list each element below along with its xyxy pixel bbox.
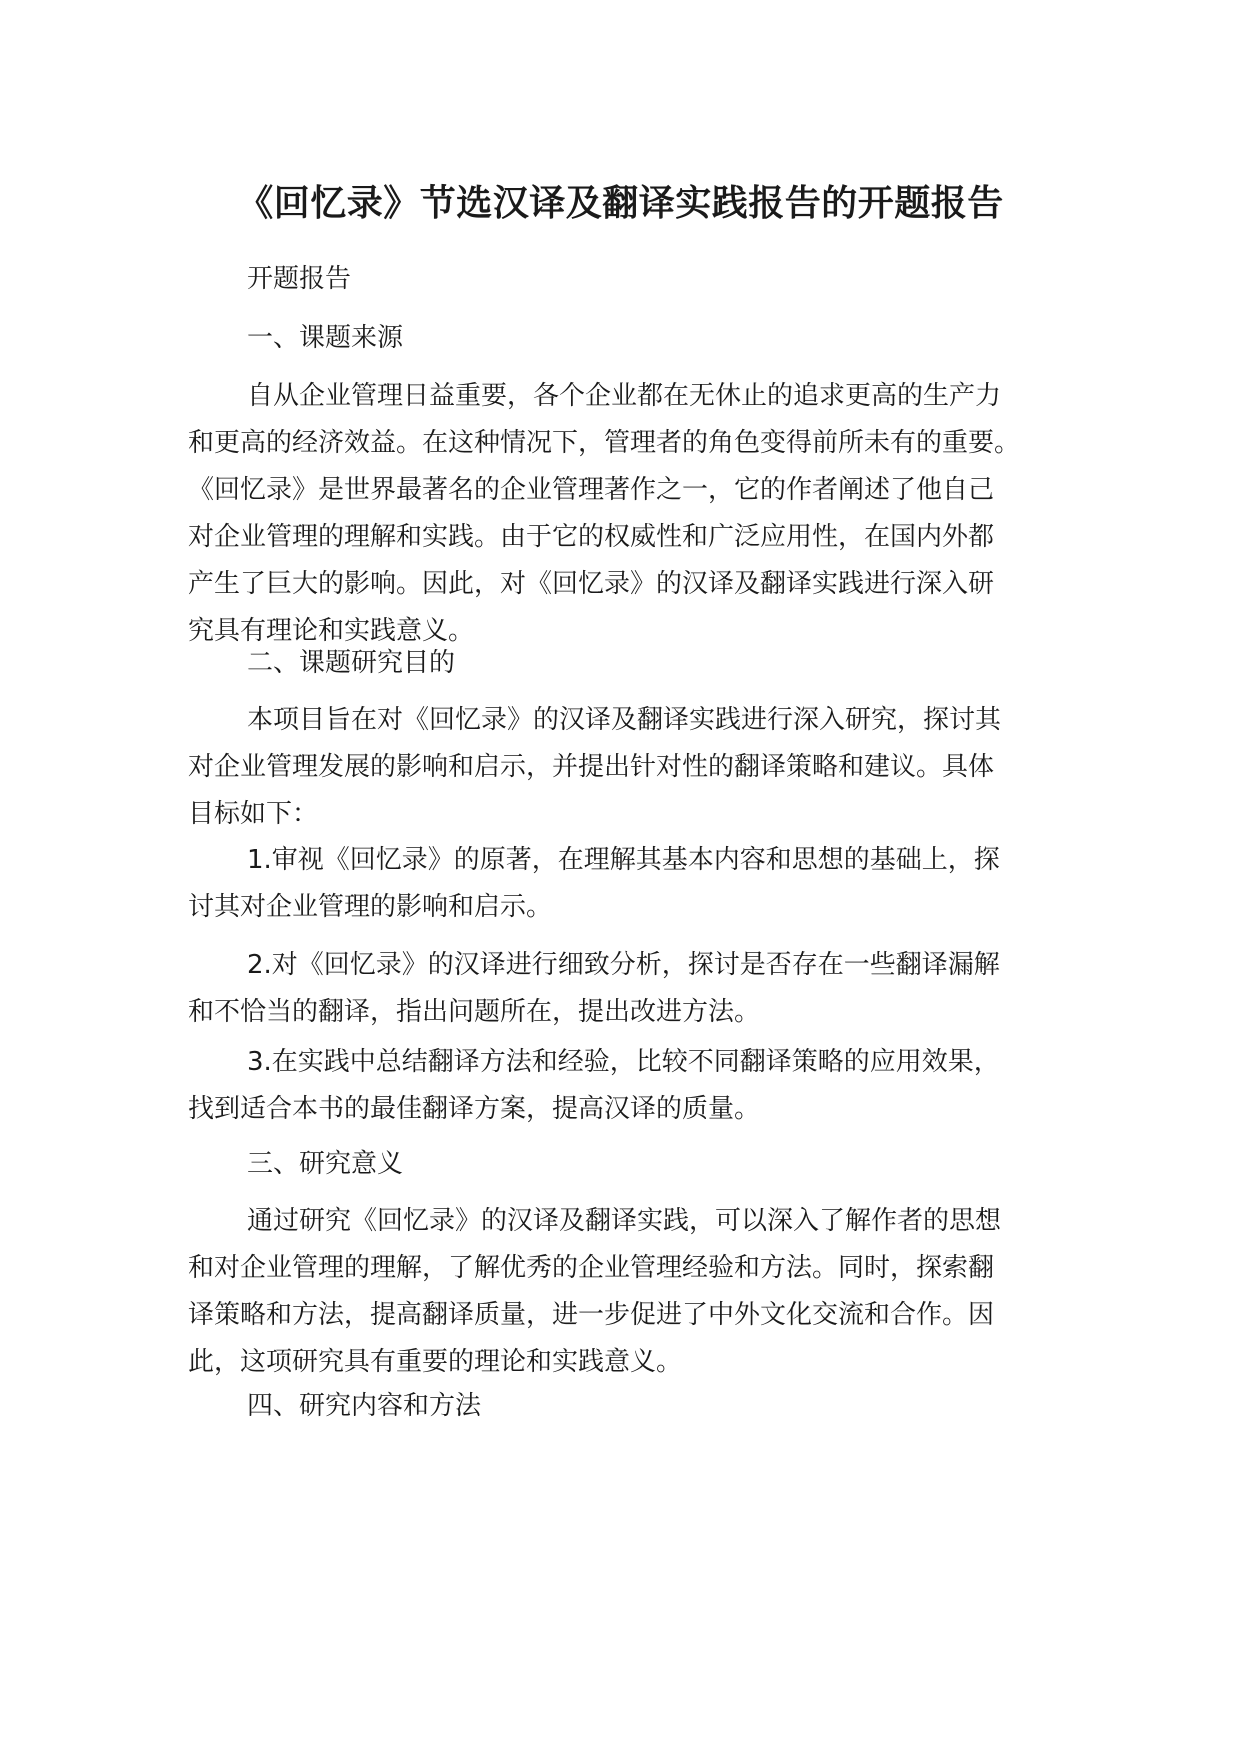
paragraph-line: 译策略和方法，提高翻译质量，进一步促进了中外文化交流和合作。因 <box>188 1300 995 1330</box>
paragraph-line: 对企业管理的理解和实践。由于它的权威性和广泛应用性，在国内外都 <box>188 522 995 552</box>
paragraph-line: 找到适合本书的最佳翻译方案，提高汉译的质量。 <box>188 1094 761 1124</box>
section-1-heading: 一、课题来源 <box>247 323 404 353</box>
section-3-paragraph <box>188 1198 1068 1386</box>
section-4-heading: 四、研究内容和方法 <box>247 1391 482 1421</box>
paragraph-line: 和不恰当的翻译，指出问题所在，提出改进方法。 <box>188 997 761 1027</box>
paragraph-line: 讨其对企业管理的影响和启示。 <box>188 892 553 922</box>
objective-item-3 <box>188 1039 1068 1133</box>
paragraph-line: 对企业管理发展的影响和启示，并提出针对性的翻译策略和建议。具体 <box>188 752 995 782</box>
report-subtitle: 开题报告 <box>247 264 352 294</box>
document-title: 《回忆录》节选汉译及翻译实践报告的开题报告 <box>237 183 1004 224</box>
paragraph-line: 产生了巨大的影响。因此，对《回忆录》的汉译及翻译实践进行深入研 <box>188 569 995 599</box>
paragraph-line: 本项目旨在对《回忆录》的汉译及翻译实践进行深入研究，探讨其 <box>247 705 1002 735</box>
paragraph-line: 2.对《回忆录》的汉译进行细致分析，探讨是否存在一些翻译漏解 <box>247 950 1000 980</box>
section-2-intro-paragraph <box>188 697 1068 838</box>
objective-item-1 <box>188 837 1068 931</box>
paragraph-line: 此，这项研究具有重要的理论和实践意义。 <box>188 1347 683 1377</box>
section-1-paragraph <box>188 373 1068 655</box>
objective-item-2 <box>188 942 1068 1036</box>
paragraph-line: 1.审视《回忆录》的原著，在理解其基本内容和思想的基础上，探 <box>247 845 1000 875</box>
paragraph-line: 《回忆录》是世界最著名的企业管理著作之一，它的作者阐述了他自己 <box>188 475 995 505</box>
section-2-heading: 二、课题研究目的 <box>247 648 456 678</box>
paragraph-line: 自从企业管理日益重要，各个企业都在无休止的追求更高的生产力 <box>247 381 1002 411</box>
paragraph-line: 和更高的经济效益。在这种情况下，管理者的角色变得前所未有的重要。 <box>188 428 1021 458</box>
section-3-heading: 三、研究意义 <box>247 1149 404 1179</box>
paragraph-line: 3.在实践中总结翻译方法和经验，比较不同翻译策略的应用效果， <box>247 1047 1000 1077</box>
paragraph-line: 通过研究《回忆录》的汉译及翻译实践，可以深入了解作者的思想 <box>247 1206 1002 1236</box>
paragraph-line: 目标如下： <box>188 799 319 829</box>
paragraph-line: 究具有理论和实践意义。 <box>188 616 475 646</box>
paragraph-line: 和对企业管理的理解，了解优秀的企业管理经验和方法。同时，探索翻 <box>188 1253 995 1283</box>
